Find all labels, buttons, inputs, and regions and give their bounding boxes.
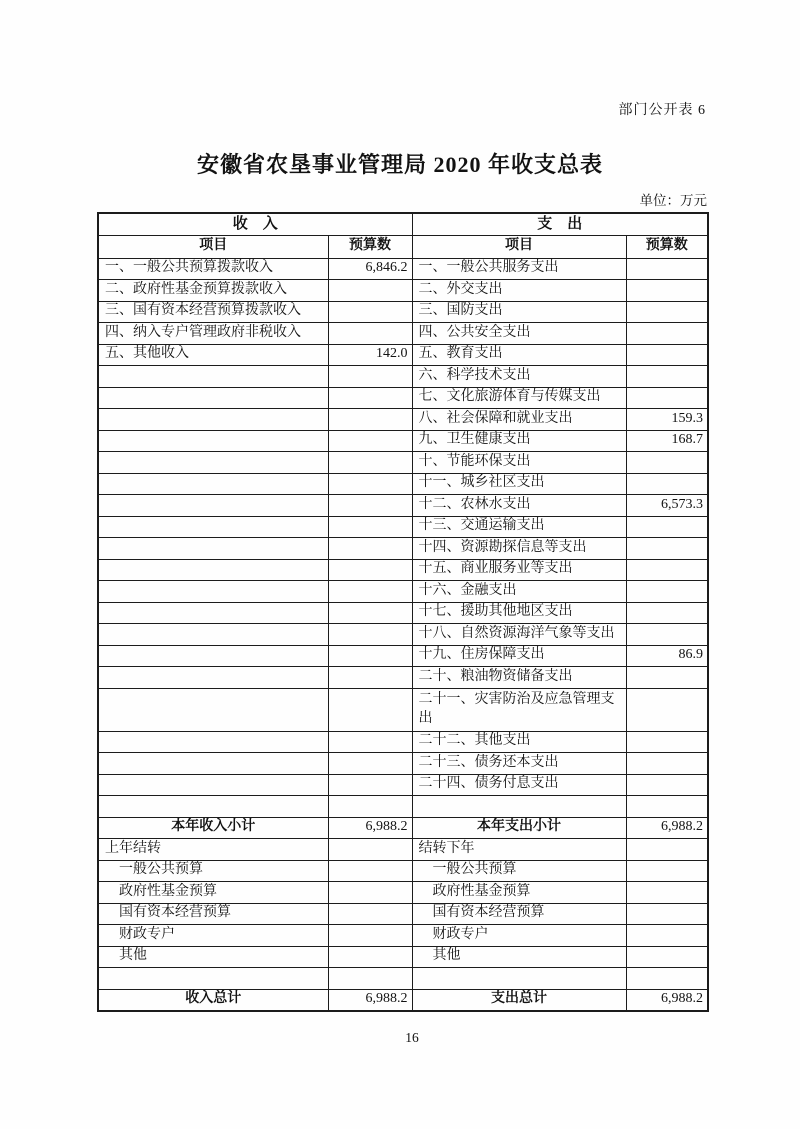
income-value-cell [328, 323, 412, 345]
income-value-cell [328, 903, 412, 925]
income-item-cell [98, 387, 328, 409]
expense-value-cell [626, 538, 708, 560]
income-item-cell: 四、纳入专户管理政府非税收入 [98, 323, 328, 345]
expense-item-cell: 八、社会保障和就业支出 [412, 409, 626, 431]
table-row [98, 258, 708, 280]
table-row [98, 323, 708, 345]
expense-item-cell: 十四、资源勘探信息等支出 [412, 538, 626, 560]
income-value-cell [328, 452, 412, 474]
income-value-cell [328, 774, 412, 796]
income-item-cell [98, 516, 328, 538]
expense-value-cell [626, 280, 708, 302]
income-item-cell [98, 774, 328, 796]
expense-item-header: 项目 [412, 235, 626, 258]
expense-budget-header: 预算数 [626, 235, 708, 258]
table-row [98, 839, 708, 861]
table-row [98, 946, 708, 968]
expense-item-cell: 国有资本经营预算 [412, 903, 626, 925]
table-row [98, 817, 708, 839]
income-value-cell [328, 602, 412, 624]
income-value-cell [328, 882, 412, 904]
table-row [98, 538, 708, 560]
expense-item-cell [412, 968, 626, 990]
expense-item-cell: 五、教育支出 [412, 344, 626, 366]
income-item-cell [98, 430, 328, 452]
income-item-cell [98, 667, 328, 689]
table-row [98, 559, 708, 581]
page-number: 16 [405, 1030, 419, 1045]
expense-value-cell [626, 559, 708, 581]
income-item-cell [98, 366, 328, 388]
expense-value-cell [626, 473, 708, 495]
expense-item-cell: 六、科学技术支出 [412, 366, 626, 388]
expense-item-cell: 二十四、债务付息支出 [412, 774, 626, 796]
income-value-cell [328, 688, 412, 731]
expense-value-cell [626, 860, 708, 882]
income-value-cell [328, 280, 412, 302]
income-item-cell: 二、政府性基金预算拨款收入 [98, 280, 328, 302]
expense-item-cell: 十八、自然资源海洋气象等支出 [412, 624, 626, 646]
expense-item-cell: 十六、金融支出 [412, 581, 626, 603]
expense-value-cell [626, 624, 708, 646]
income-item-cell [98, 581, 328, 603]
income-item-cell: 三、国有资本经营预算拨款收入 [98, 301, 328, 323]
income-item-cell: 收入总计 [98, 989, 328, 1011]
expense-value-cell [626, 796, 708, 818]
table-row [98, 366, 708, 388]
expense-item-cell: 十、节能环保支出 [412, 452, 626, 474]
income-value-cell [328, 667, 412, 689]
expense-value-cell [626, 344, 708, 366]
expense-item-cell [412, 796, 626, 818]
section-header-row [98, 213, 708, 235]
expense-item-cell: 其他 [412, 946, 626, 968]
spacer-row [98, 796, 708, 818]
expense-value-cell [626, 323, 708, 345]
income-value-cell [328, 430, 412, 452]
income-item-cell [98, 645, 328, 667]
unit-note: 单位：万元 [639, 193, 707, 208]
income-item-cell [98, 473, 328, 495]
expense-value-cell [626, 581, 708, 603]
expense-item-cell: 二十一、灾害防治及应急管理支出 [412, 688, 626, 731]
expense-value-cell [626, 882, 708, 904]
expense-item-cell: 七、文化旅游体育与传媒支出 [412, 387, 626, 409]
expense-value-cell [626, 968, 708, 990]
expense-item-cell: 政府性基金预算 [412, 882, 626, 904]
expense-value-cell [626, 387, 708, 409]
income-item-cell [98, 495, 328, 517]
expense-item-cell: 财政专户 [412, 925, 626, 947]
income-item-cell [98, 538, 328, 560]
income-item-cell: 财政专户 [98, 925, 328, 947]
expense-value-cell [626, 903, 708, 925]
income-item-cell [98, 796, 328, 818]
expense-value-cell [626, 753, 708, 775]
income-value-cell [328, 839, 412, 861]
expense-item-cell: 十二、农林水支出 [412, 495, 626, 517]
income-value-cell [328, 538, 412, 560]
expense-value-cell: 6,573.3 [626, 495, 708, 517]
budget-summary-table [97, 212, 709, 1012]
expense-value-cell: 159.3 [626, 409, 708, 431]
income-item-cell [98, 624, 328, 646]
expense-value-cell [626, 516, 708, 538]
expense-item-cell: 结转下年 [412, 839, 626, 861]
table-header [98, 213, 708, 258]
income-item-cell: 一般公共预算 [98, 860, 328, 882]
expense-value-cell: 6,988.2 [626, 817, 708, 839]
table-row [98, 667, 708, 689]
income-item-cell: 本年收入小计 [98, 817, 328, 839]
table-row [98, 882, 708, 904]
table-row [98, 753, 708, 775]
table-row [98, 581, 708, 603]
expense-item-cell: 二十、粮油物资储备支出 [412, 667, 626, 689]
expense-item-cell: 十七、援助其他地区支出 [412, 602, 626, 624]
table-row [98, 645, 708, 667]
income-value-cell [328, 409, 412, 431]
expense-value-cell [626, 688, 708, 731]
expense-item-cell: 十一、城乡社区支出 [412, 473, 626, 495]
expense-item-cell: 一、一般公共服务支出 [412, 258, 626, 280]
income-value-cell: 142.0 [328, 344, 412, 366]
income-item-cell [98, 409, 328, 431]
income-value-cell [328, 301, 412, 323]
expense-value-cell [626, 452, 708, 474]
table-row [98, 495, 708, 517]
table-row [98, 516, 708, 538]
income-value-cell [328, 753, 412, 775]
income-value-cell: 6,988.2 [328, 817, 412, 839]
table-row [98, 280, 708, 302]
expense-value-cell [626, 258, 708, 280]
income-value-cell: 6,846.2 [328, 258, 412, 280]
income-value-cell [328, 581, 412, 603]
income-value-cell [328, 946, 412, 968]
income-value-cell [328, 495, 412, 517]
expense-item-cell: 一般公共预算 [412, 860, 626, 882]
income-item-cell [98, 968, 328, 990]
expense-value-cell: 86.9 [626, 645, 708, 667]
income-item-cell: 上年结转 [98, 839, 328, 861]
income-item-cell [98, 731, 328, 753]
income-value-cell [328, 731, 412, 753]
expense-value-cell: 6,988.2 [626, 989, 708, 1011]
income-item-cell [98, 559, 328, 581]
corner-label: 部门公开表 6 [618, 103, 706, 118]
income-item-cell: 其他 [98, 946, 328, 968]
income-value-cell [328, 860, 412, 882]
income-value-cell [328, 366, 412, 388]
table-row [98, 430, 708, 452]
table-row [98, 473, 708, 495]
table-row [98, 344, 708, 366]
income-value-cell [328, 624, 412, 646]
income-value-cell [328, 516, 412, 538]
expense-value-cell [626, 946, 708, 968]
income-item-cell: 一、一般公共预算拨款收入 [98, 258, 328, 280]
expense-item-cell: 十五、商业服务业等支出 [412, 559, 626, 581]
expense-value-cell [626, 667, 708, 689]
income-value-cell [328, 925, 412, 947]
income-value-cell [328, 559, 412, 581]
expense-item-cell: 十九、住房保障支出 [412, 645, 626, 667]
income-value-cell [328, 387, 412, 409]
table-row [98, 860, 708, 882]
income-item-cell [98, 753, 328, 775]
expense-item-cell: 三、国防支出 [412, 301, 626, 323]
expense-item-cell: 二十三、债务还本支出 [412, 753, 626, 775]
expense-item-cell: 九、卫生健康支出 [412, 430, 626, 452]
table-row [98, 409, 708, 431]
table-row [98, 989, 708, 1011]
expense-section-header: 支 出 [412, 213, 708, 235]
income-item-cell: 政府性基金预算 [98, 882, 328, 904]
table-row [98, 774, 708, 796]
expense-item-cell: 二、外交支出 [412, 280, 626, 302]
spacer-row [98, 968, 708, 990]
income-item-cell [98, 602, 328, 624]
expense-value-cell [626, 301, 708, 323]
expense-item-cell: 十三、交通运输支出 [412, 516, 626, 538]
table-row [98, 301, 708, 323]
table-row [98, 903, 708, 925]
income-section-header: 收 入 [98, 213, 412, 235]
expense-value-cell [626, 602, 708, 624]
table-row [98, 387, 708, 409]
income-item-cell: 五、其他收入 [98, 344, 328, 366]
column-header-row [98, 235, 708, 258]
expense-value-cell [626, 925, 708, 947]
expense-value-cell [626, 366, 708, 388]
income-value-cell [328, 796, 412, 818]
expense-value-cell [626, 731, 708, 753]
page-title: 安徽省农垦事业管理局 2020 年收支总表 [196, 152, 603, 177]
expense-item-cell: 支出总计 [412, 989, 626, 1011]
table-row [98, 602, 708, 624]
table-body [98, 258, 708, 1011]
expense-value-cell [626, 774, 708, 796]
income-value-cell [328, 968, 412, 990]
income-item-cell: 国有资本经营预算 [98, 903, 328, 925]
income-value-cell: 6,988.2 [328, 989, 412, 1011]
table-row [98, 925, 708, 947]
income-value-cell [328, 473, 412, 495]
expense-item-cell: 二十二、其他支出 [412, 731, 626, 753]
income-budget-header: 预算数 [328, 235, 412, 258]
expense-item-cell: 本年支出小计 [412, 817, 626, 839]
table-row [98, 688, 708, 731]
income-item-cell [98, 452, 328, 474]
income-item-cell [98, 688, 328, 731]
table-row [98, 731, 708, 753]
expense-item-cell: 四、公共安全支出 [412, 323, 626, 345]
income-item-header: 项目 [98, 235, 328, 258]
expense-value-cell [626, 839, 708, 861]
expense-value-cell: 168.7 [626, 430, 708, 452]
table-row [98, 624, 708, 646]
income-value-cell [328, 645, 412, 667]
table-row [98, 452, 708, 474]
